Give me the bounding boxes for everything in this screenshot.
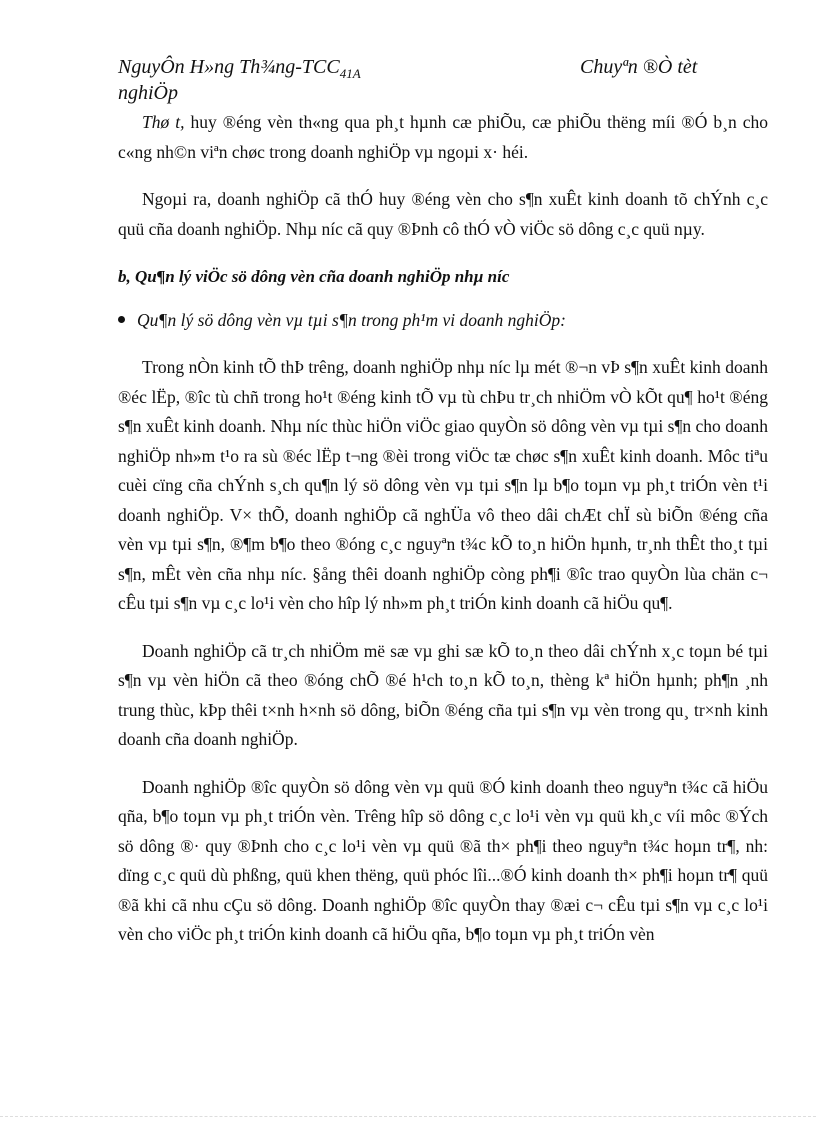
paragraph-1-lead: Thø t, xyxy=(142,112,185,132)
paragraph-3: Trong nÒn kinh tÕ thÞ trêng, doanh nghiÖp nhµ níc lµ mét ®¬n vÞ s¶n xuÊt kinh doanh ®éc lËp, ®îc tù chñ trong ho¹t ®éng kinh tÕ vµ tù chÞu tr¸ch nhiÖm vÒ kÕt qu¶ ho¹t ®éng s¶n xuÊt kinh doanh. Nhµ níc thùc hiÖn viÖc giao quyÒn sö dông vèn vµ tµi s¶n cho doanh nghiÖp nh»m t¹o ra sù ®éc lËp t¬ng ®èi trong viÖc tæ chøc s¶n xuÊt kinh doanh. Môc tiªu cuèi cïng cña chÝnh s¸ch qu¶n lý sö dông vèn vµ tµi s¶n lµ b¶o toµn vµ ph¸t triÓn vèn t¹i doanh nghiÖp. V× thÕ, doanh nghiÖp cã nghÜa vô theo dâi chÆt chÏ sù biÕn ®éng cña vèn vµ tµi s¶n, ®¶m b¶o theo ®óng c¸c nguyªn t¾c kÕ to¸n hiÖn hµnh, tr¸nh thÊt tho¸t tµi s¶n, mÊt vèn cña nhµ níc. §ång thêi doanh nghiÖp còng ph¶i ®îc trao quyÒn lùa chän c¬ cÊu tµi s¶n vµ c¸c lo¹i vèn cho hîp lý nh»m ph¸t triÓn kinh doanh cã hiÖu qu¶. xyxy=(118,357,768,613)
paragraph-5: Doanh nghiÖp ®îc quyÒn sö dông vèn vµ quü ®Ó kinh doanh theo nguyªn t¾c cã hiÖu qña, b¶o toµn vµ ph¸t triÓn vèn. Trêng hîp sö dông c¸c lo¹i vèn vµ quü kh¸c víi môc ®Ých sö dông ®· quy ®Þnh cho c¸c lo¹i vèn vµ quü ®ã th× ph¶i theo nguyªn t¾c hoµn tr¶, nh: dïng c¸c quü dù phßng, quü khen thëng, quü phóc lîi...®Ó kinh doanh th× ph¶i hoµn tr¶ quü ®ã khi cã nhu cÇu sö dông. Doanh nghiÖp ®îc quyÒn thay ®æi c¬ cÊu tµi s¶n vµ c¸c lo¹i vèn cho viÖc ph¸t triÓn kinh doanh cã hiÖu qña, b¶o toµn vµ ph¸t triÓn vèn xyxy=(118,776,768,944)
document-body xyxy=(118,108,768,968)
header-author-text: NguyÔn H»ng Th¾ng-TCC xyxy=(118,56,340,78)
section-heading-b: b, Qu¶n lý viÖc sö dông vèn cña doanh nghiÖp nhµ níc xyxy=(118,267,510,286)
paragraph-4: Doanh nghiÖp cã tr¸ch nhiÖm më sæ vµ ghi sæ kÕ to¸n theo dâi chÝnh x¸c toµn bé tµi s¶n vµ vèn hiÖn cã theo ®óng chÕ ®é h¹ch to¸n kÕ to¸n, thèng kª hiÖn hµnh; ph¶n ¸nh trung thùc, kÞp thêi t×nh h×nh sö dông, biÕn ®éng cña tµi s¶n vµ vèn trong qu¸ tr×nh kinh doanh cña doanh nghiÖp. xyxy=(118,640,768,749)
header-author xyxy=(118,56,361,82)
header-title: Chuyªn ®Ò tèt xyxy=(580,56,698,78)
header-title-continued: nghiÖp xyxy=(118,82,178,104)
header-author-subscript: 41A xyxy=(339,66,361,81)
paragraph-2: Ngoµi ra, doanh nghiÖp cã thÓ huy ®éng vèn cho s¶n xuÊt kinh doanh tõ chÝnh c¸c quü cña doanh nghiÖp. Nhµ níc cã quy ®Þnh cô thÓ vÒ viÖc sö dông c¸c quü nµy. xyxy=(118,189,768,239)
bullet-dot-icon xyxy=(118,316,125,323)
bullet-item xyxy=(118,306,768,336)
bullet-item-text: Qu¶n lý sö dông vèn vµ tµi s¶n trong ph¹m vi doanh nghiÖp: xyxy=(137,309,566,330)
paragraph-1-text: huy ®éng vèn th«ng qua ph¸t hµnh cæ phiÕu, cæ phiÕu thëng míi ®Ó b¸n cho c«ng nh©n viªn chøc trong doanh nghiÖp vµ ngoµi x· héi. xyxy=(118,112,768,162)
paragraph-1 xyxy=(118,108,768,167)
page-bottom-rule xyxy=(0,1116,816,1117)
